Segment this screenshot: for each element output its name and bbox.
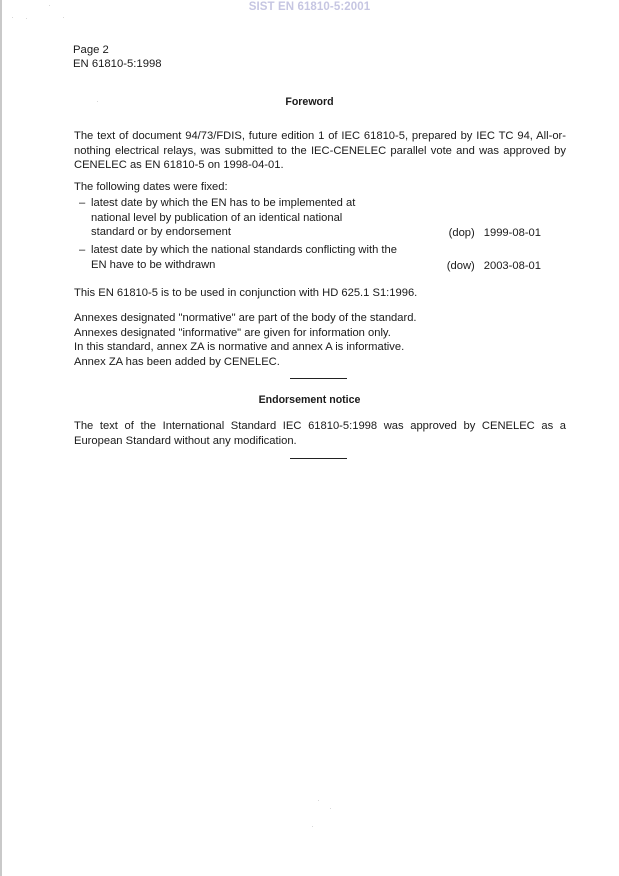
date-item-dow [79, 243, 549, 273]
scan-speck [330, 808, 331, 809]
date-item-text: latest date by which the national standards conflicting with the EN have to be withdrawn [91, 244, 397, 271]
endorsement-title: Endorsement notice [258, 394, 361, 406]
annex-line: Annexes designated "informative" are given for information only. [74, 326, 391, 339]
page-header [73, 43, 162, 71]
date-item-value [447, 259, 541, 274]
annex-line: Annexes designated "normative" are part of the body of the standard. [74, 312, 417, 324]
annex-line: Annex ZA has been added by CENELEC. [74, 355, 280, 368]
scan-speck [97, 101, 98, 102]
date-item-text: latest date by which the EN has to be implemented at national level by publication of an identical national standard or by endorsement [91, 197, 356, 238]
scan-speck [318, 800, 319, 801]
scan-speck [63, 17, 64, 18]
scan-speck [26, 18, 27, 19]
date-code: (dop) [448, 226, 475, 239]
watermark: SIST EN 61810-5:2001 [248, 1, 371, 13]
dates-intro: The following dates were fixed: [74, 181, 228, 193]
document-id: EN 61810-5:1998 [73, 58, 162, 70]
dates-list [79, 196, 549, 273]
scan-speck [49, 5, 50, 6]
annex-notes [74, 311, 566, 369]
date-item-value [449, 226, 541, 241]
list-dash: – [79, 244, 86, 256]
section-divider [290, 378, 347, 379]
conjunction-note: This EN 61810-5 is to be used in conjunction with HD 625.1 S1:1996. [74, 287, 418, 299]
endorsement-text: The text of the International Standard IEC 61810-5:1998 was approved by CENELEC as a European Standard without any modification. [74, 420, 566, 447]
section-divider [290, 458, 347, 459]
date-value: 1999-08-01 [483, 226, 541, 239]
scan-speck [12, 17, 13, 18]
scan-left-edge [0, 0, 2, 876]
date-value: 2003-08-01 [483, 259, 541, 272]
scan-speck [312, 826, 313, 827]
annex-line: In this standard, annex ZA is normative and annex A is informative. [74, 341, 405, 353]
date-code: (dow) [446, 259, 475, 272]
list-dash: – [79, 197, 86, 209]
foreword-intro: The text of document 94/73/FDIS, future edition 1 of IEC 61810-5, prepared by IEC TC 94, All-or-nothing electrical relays, was submitted to the IEC-CENELEC parallel vote and was approved by CENELEC as EN 61810-5 on 1998-04-01. [74, 130, 566, 171]
date-item-dop [79, 196, 549, 240]
foreword-title: Foreword [285, 96, 334, 108]
page-number: Page 2 [73, 44, 109, 56]
